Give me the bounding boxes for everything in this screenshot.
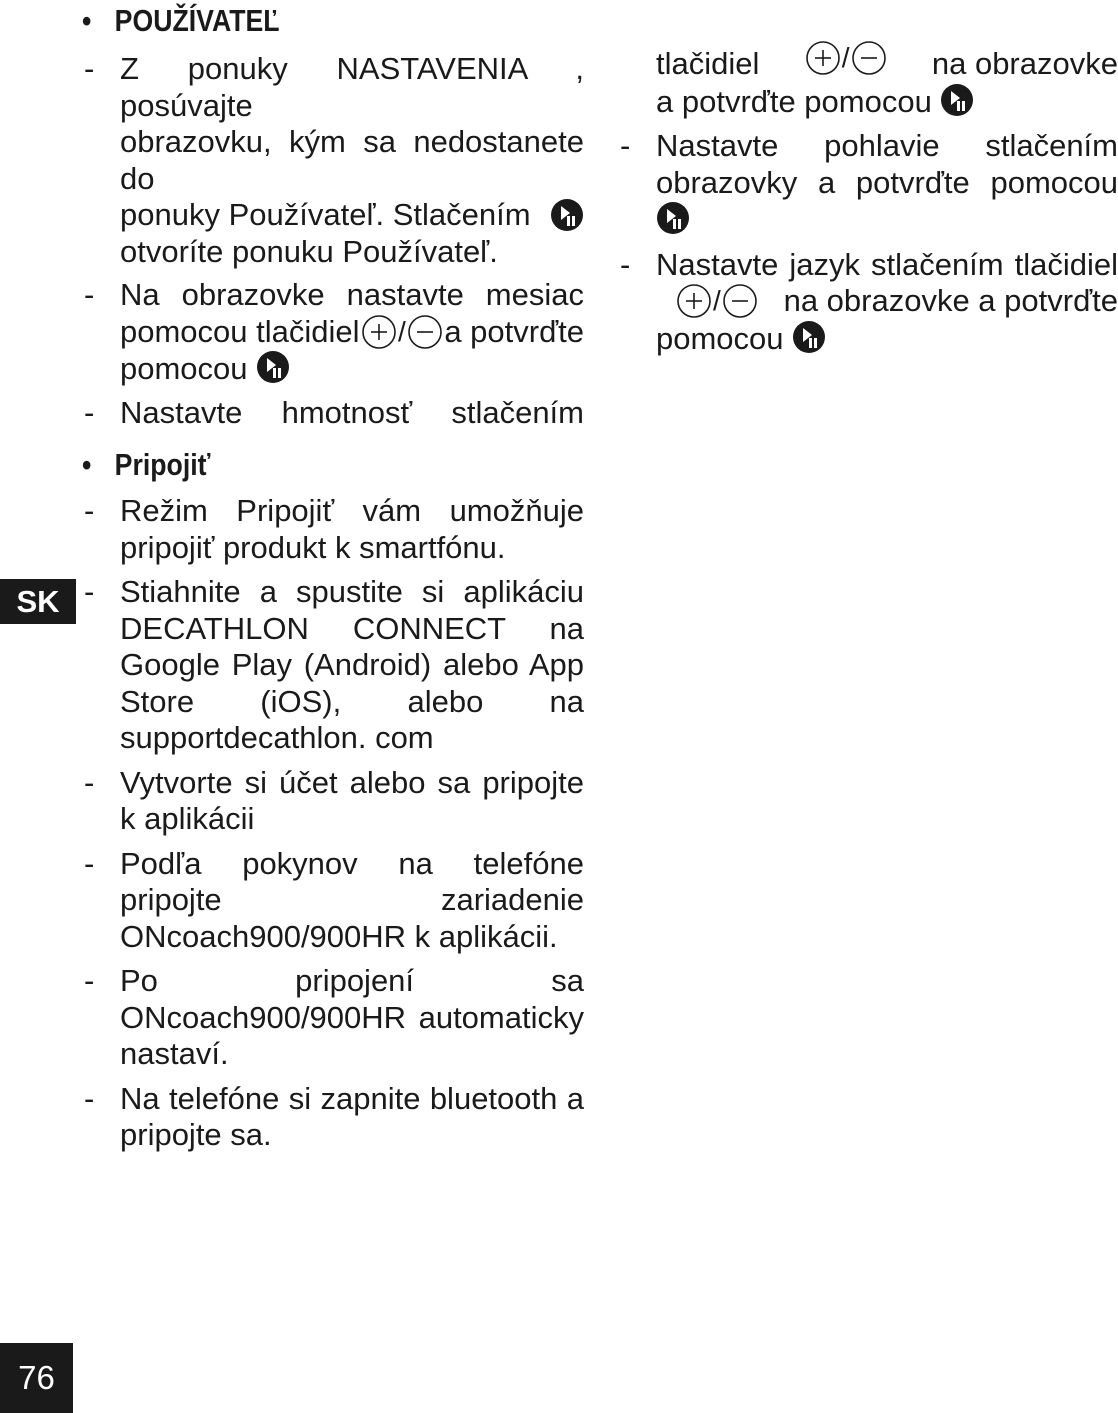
- text: Nastavte hmotnosť stlačením: [120, 394, 584, 430]
- line: [656, 283, 1118, 320]
- list-item: [82, 1081, 584, 1154]
- language-tab-label: SK: [16, 583, 60, 619]
- text: Nastavte pohlavie stlačením: [656, 128, 1118, 163]
- text: tlačidiel: [656, 46, 760, 81]
- bullet: •: [82, 447, 92, 482]
- text: a potvrďte pomocou: [656, 83, 932, 119]
- text: Z ponuky NASTAVENIA , posúvajte: [120, 51, 584, 123]
- line: [656, 165, 1118, 239]
- dash: -: [84, 845, 95, 881]
- minus-circle-icon: [407, 314, 443, 350]
- dash: -: [620, 128, 631, 163]
- line: [656, 247, 1118, 284]
- plus-minus-buttons: [676, 283, 758, 319]
- text: na obrazovke a potvrďte: [783, 283, 1118, 318]
- list-item: [82, 51, 584, 270]
- play-pause-button-icon: [792, 320, 826, 354]
- line: [120, 395, 584, 432]
- right-column: [618, 0, 1118, 357]
- page-number: [0, 1343, 73, 1413]
- slash: /: [841, 42, 850, 74]
- dash: -: [84, 963, 95, 998]
- list-item: [82, 765, 584, 838]
- text: Po pripojení sa ONcoach900/900HR automaticky nastaví.: [120, 963, 584, 1071]
- dash: -: [84, 764, 95, 800]
- text: a potvrďte: [444, 313, 584, 349]
- left-column: [82, 0, 584, 1154]
- line: [120, 124, 584, 197]
- dash: -: [84, 277, 95, 312]
- heading-text: POUŽÍVATEĽ: [114, 3, 280, 38]
- dash: -: [84, 574, 95, 609]
- text: Na telefóne si zapnite bluetooth a pripojte sa.: [120, 1080, 584, 1152]
- line: [656, 128, 1118, 165]
- text: otvoríte ponuku Používateľ.: [120, 233, 498, 269]
- section-heading-connect: [82, 447, 615, 483]
- line: [120, 51, 584, 124]
- plus-minus-buttons: [361, 314, 443, 350]
- list-item: [82, 846, 584, 956]
- list-item: [618, 128, 1118, 239]
- text: obrazovky a potvrďte pomocou: [656, 164, 1118, 200]
- text: pomocou: [656, 320, 784, 356]
- text: Vytvorte si účet alebo sa pripojte k aplikácii: [120, 764, 584, 836]
- plus-circle-icon: [676, 283, 712, 319]
- plus-circle-icon: [805, 40, 841, 76]
- text: Režim Pripojiť vám umožňuje pripojiť produkt k smartfónu.: [120, 493, 584, 565]
- section-heading-user: [82, 3, 615, 39]
- heading-text: Pripojiť: [114, 447, 211, 482]
- list-item: [82, 277, 584, 388]
- slash: /: [398, 315, 406, 347]
- text: ponuky Používateľ. Stlačením: [120, 197, 531, 232]
- play-pause-button-icon: [550, 198, 584, 232]
- text: pomocou: [120, 351, 248, 386]
- text: na obrazovke: [931, 46, 1118, 81]
- line: [120, 197, 584, 234]
- list-item: [82, 574, 584, 757]
- text: obrazovku, kým sa nedostanete do: [120, 124, 584, 196]
- dash: -: [84, 51, 95, 86]
- play-pause-button-icon: [656, 201, 690, 235]
- text: Nastavte jazyk stlačením tlačidiel: [656, 246, 1118, 282]
- dash: -: [84, 493, 95, 528]
- line: [120, 350, 584, 388]
- plus-minus-buttons: [805, 40, 887, 76]
- minus-circle-icon: [722, 283, 758, 319]
- text: Stiahnite a spustite si aplikáciu DECATHLON CONNECT na Google Play (Android) alebo App Store (iOS), alebo na supportdecathlon. com: [120, 574, 584, 755]
- page-number-text: 76: [18, 1359, 55, 1396]
- line: [656, 83, 1118, 121]
- text: Na obrazovke nastavte mesiac: [120, 277, 584, 312]
- list-item-continuation: [618, 42, 1118, 120]
- dash: -: [84, 1080, 95, 1116]
- minus-circle-icon: [851, 40, 887, 76]
- language-tab: [0, 579, 76, 624]
- dash: -: [620, 246, 631, 282]
- list-item: [82, 395, 584, 432]
- list-item: [618, 247, 1118, 358]
- line: [120, 314, 584, 351]
- list-item: [82, 963, 584, 1073]
- slash: /: [713, 285, 721, 317]
- dash: -: [84, 394, 95, 430]
- list-item: [82, 493, 584, 566]
- bullet: •: [82, 3, 92, 38]
- play-pause-button-icon: [940, 83, 974, 117]
- text: Podľa pokynov na telefóne pripojte zariadenie ONcoach900/900HR k aplikácii.: [120, 845, 584, 954]
- text: pomocou tlačidiel: [120, 313, 360, 349]
- line: [120, 277, 584, 314]
- line: [656, 320, 1118, 358]
- line: [656, 42, 1118, 83]
- plus-circle-icon: [361, 314, 397, 350]
- play-pause-button-icon: [256, 350, 290, 384]
- line: [120, 234, 584, 271]
